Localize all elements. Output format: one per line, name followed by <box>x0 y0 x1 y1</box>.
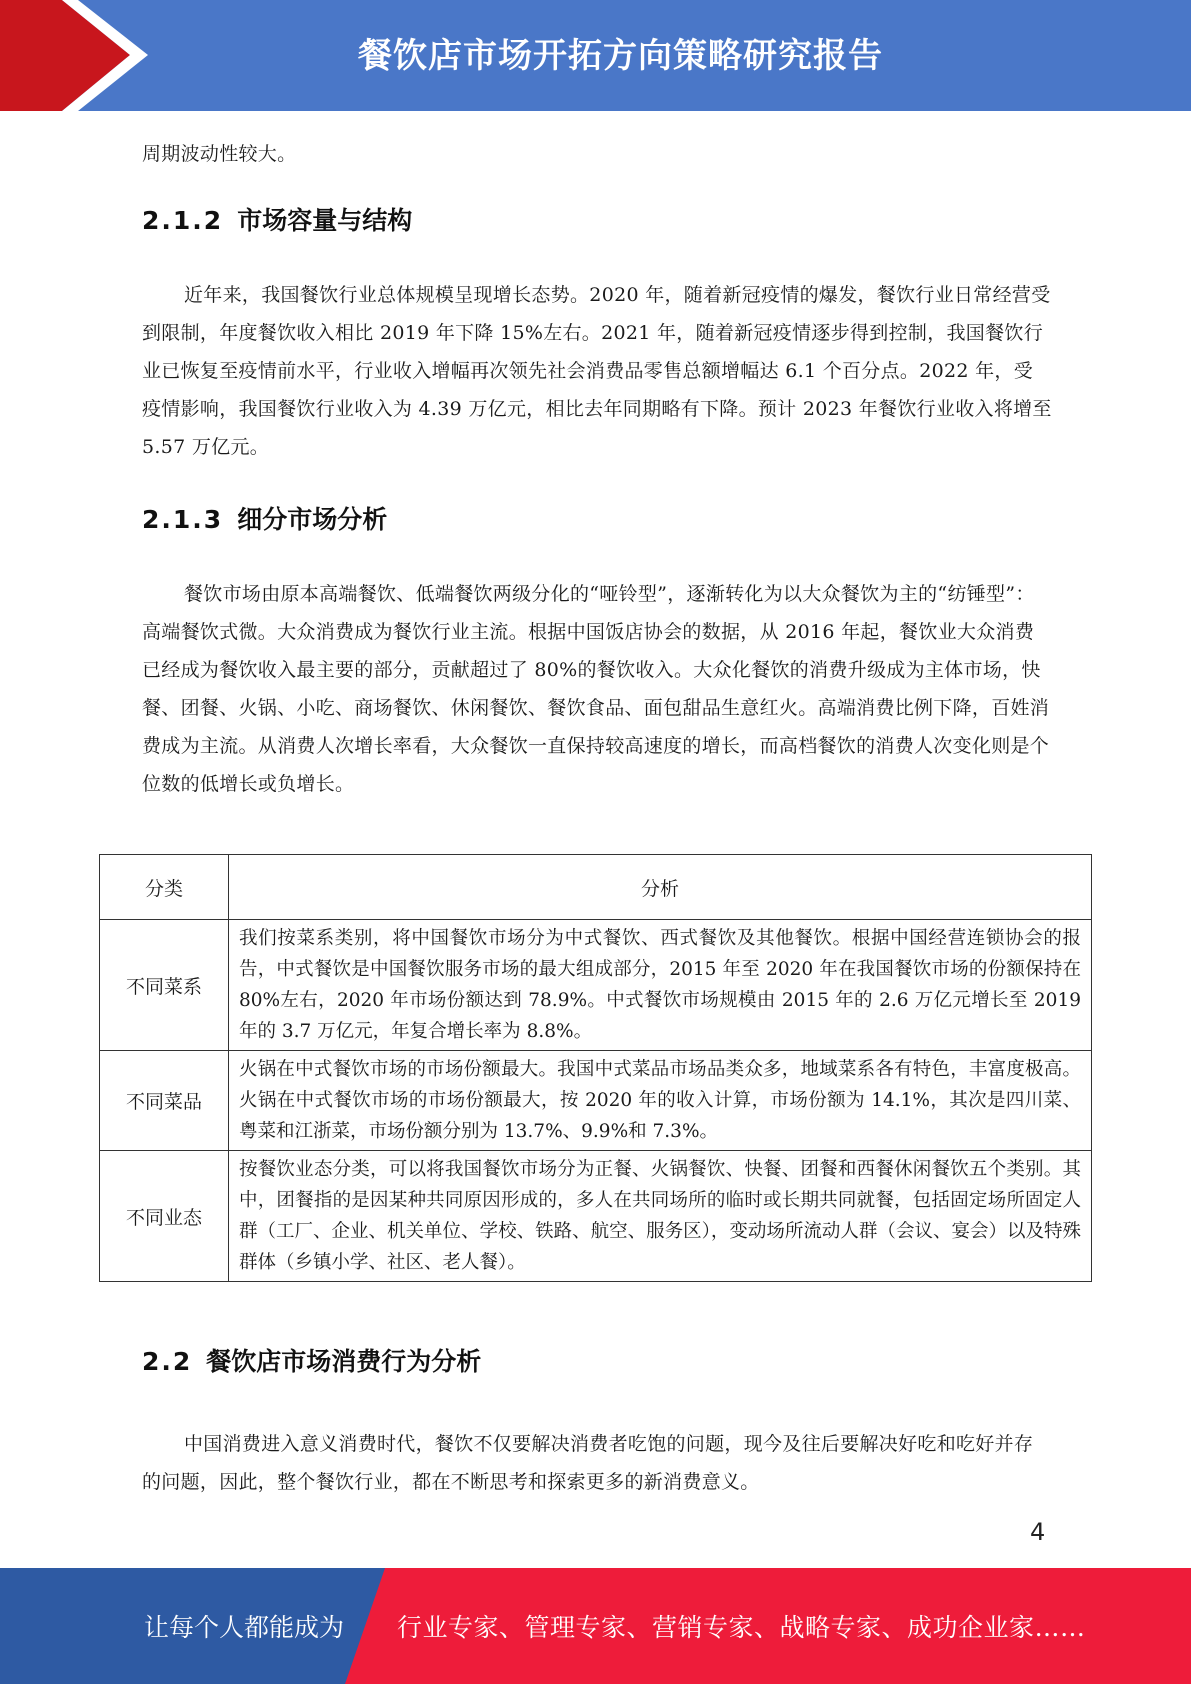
header-arrow-decoration <box>0 0 160 111</box>
table-cell-category: 不同业态 <box>100 1151 229 1282</box>
footer-slogan-left: 让每个人都能成为 <box>144 1613 345 1642</box>
column-header-category: 分类 <box>100 855 229 920</box>
table-cell-analysis: 按餐饮业态分类，可以将我国餐饮市场分为正餐、火锅餐饮、快餐、团餐和西餐休闲餐饮五个类别。其中，团餐指的是因某种共同原因形成的，多人在共同场所的临时或长期共同就餐，包括固定场所固定人群（工厂、企业、机关单位、学校、铁路、航空、服务区），变动场所流动人群（会议、宴会）以及特殊群体（乡镇小学、社区、老人餐）。 <box>229 1151 1092 1282</box>
footer-banner <box>0 1568 1191 1684</box>
report-title: 餐饮店市场开拓方向策略研究报告 <box>358 36 883 76</box>
section-title: 市场容量与结构 <box>237 206 413 235</box>
paragraph: 餐饮市场由原本高端餐饮、低端餐饮两级分化的“哑铃型”，逐渐转化为以大众餐饮为主的“纺锤型”：高端餐饮式微。大众消费成为餐饮行业主流。根据中国饭店协会的数据，从 2016 年起，餐饮业大众消费已经成为餐饮收入最主要的部分，贡献超过了 80%的餐饮收入。大众化餐饮的消费升级成为主体市场，快餐、团餐、火锅、小吃、商场餐饮、休闲餐饮、餐饮食品、面包甜品生意红火。高端消费比例下降，百姓消费成为主流。从消费人次增长率看，大众餐饮一直保持较高速度的增长，而高档餐饮的消费人次变化则是个位数的低增长或负增长。 <box>142 583 1050 795</box>
section-heading-2-1-2 <box>142 201 1052 237</box>
section-number: 2.1.3 <box>142 505 224 534</box>
table-cell-analysis: 我们按菜系类别，将中国餐饮市场分为中式餐饮、西式餐饮及其他餐饮。根据中国经营连锁协会的报告，中式餐饮是中国餐饮服务市场的最大组成部分，2015 年至 2020 年在我国餐饮市场的份额保持在 80%左右，2020 年市场份额达到 78.9%。中式餐饮市场规模由 2015 年的 2.6 万亿元增长至 2019 年的 3.7 万亿元，年复合增长率为 8.8%。 <box>229 920 1092 1051</box>
section-2-2 <box>142 1342 1052 1501</box>
section-heading-2-2 <box>142 1342 1052 1378</box>
table-row <box>100 1051 1092 1151</box>
table-header-row <box>100 855 1092 920</box>
page-content <box>142 130 1052 803</box>
header-banner <box>0 0 1191 111</box>
section-number: 2.1.2 <box>142 206 224 235</box>
table-cell-category: 不同菜品 <box>100 1051 229 1151</box>
market-analysis-table <box>99 854 1092 1282</box>
section-number: 2.2 <box>142 1347 193 1376</box>
section-title: 细分市场分析 <box>237 505 388 534</box>
paragraph: 近年来，我国餐饮行业总体规模呈现增长态势。2020 年，随着新冠疫情的爆发，餐饮行业日常经营受到限制，年度餐饮收入相比 2019 年下降 15%左右。2021 年，随着新冠疫情逐步得到控制，我国餐饮行业已恢复至疫情前水平，行业收入增幅再次领先社会消费品零售总额增幅达 6.1 个百分点。2022 年，受疫情影响，我国餐饮行业收入为 4.39 万亿元，相比去年同期略有下降。预计 2023 年餐饮行业收入将增至 5.57 万亿元。 <box>142 284 1052 458</box>
section-heading-2-1-3 <box>142 500 1052 536</box>
footer-slogan-right: 行业专家、管理专家、营销专家、战略专家、成功企业家…… <box>397 1613 1086 1642</box>
intro-tail-text: 周期波动性较大。 <box>142 143 297 165</box>
column-header-analysis: 分析 <box>229 855 1092 920</box>
table-row <box>100 920 1092 1051</box>
table-cell-analysis: 火锅在中式餐饮市场的市场份额最大。我国中式菜品市场品类众多，地域菜系各有特色，丰富度极高。火锅在中式餐饮市场的市场份额最大，按 2020 年的收入计算，市场份额为 14.1%，其次是四川菜、粤菜和江浙菜，市场份额分别为 13.7%、9.9%和 7.3%。 <box>229 1051 1092 1151</box>
table-row <box>100 1151 1092 1282</box>
page-number: 4 <box>1030 1518 1046 1546</box>
table-cell-category: 不同菜系 <box>100 920 229 1051</box>
section-title: 餐饮店市场消费行为分析 <box>206 1347 482 1376</box>
paragraph: 中国消费进入意义消费时代，餐饮不仅要解决消费者吃饱的问题，现今及往后要解决好吃和吃好并存的问题，因此，整个餐饮行业，都在不断思考和探索更多的新消费意义。 <box>142 1433 1034 1493</box>
